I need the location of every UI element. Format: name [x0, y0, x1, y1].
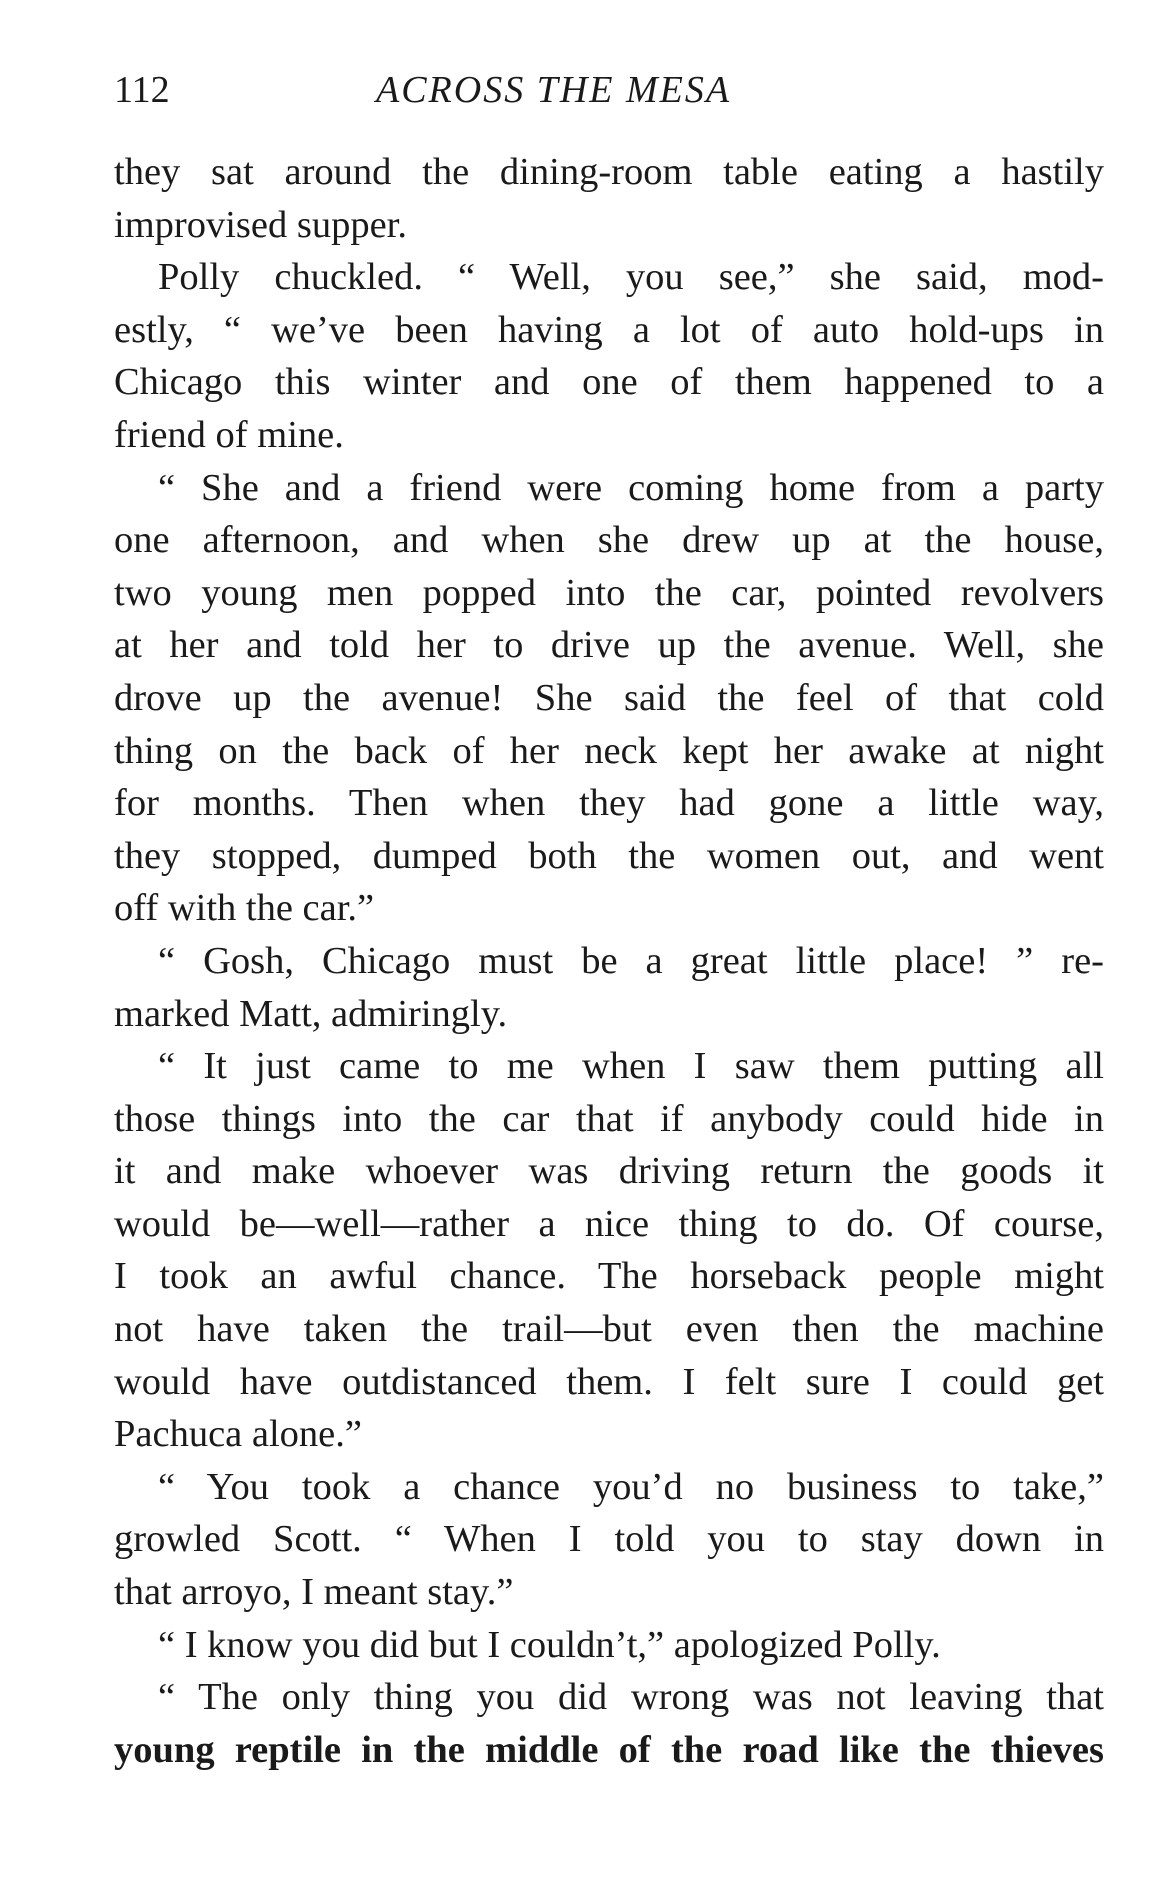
- text-line: “ Gosh, Chicago must be a great little place! ” re-: [158, 939, 1104, 982]
- text-line: at her and told her to drive up the avenue. Well, she: [114, 624, 1104, 667]
- text-line: improvised supper.: [114, 203, 407, 246]
- text-line: that arroyo, I meant stay.”: [114, 1571, 514, 1614]
- text-line: would be—well—rather a nice thing to do. Of course,: [114, 1202, 1104, 1245]
- text-line: young reptile in the middle of the road like the thieves: [114, 1728, 1104, 1771]
- text-line: “ She and a friend were coming home from a party: [158, 466, 1104, 509]
- body-text: [114, 146, 1104, 1776]
- text-line: “ It just came to me when I saw them putting all: [158, 1045, 1104, 1088]
- text-line: estly, “ we’ve been having a lot of auto hold-ups in: [114, 308, 1104, 351]
- text-line: one afternoon, and when she drew up at the house,: [114, 519, 1104, 562]
- text-line: friend of mine.: [114, 413, 344, 456]
- page-number: 112: [114, 69, 170, 111]
- text-line: they stopped, dumped both the women out, and went: [114, 834, 1104, 877]
- text-line: thing on the back of her neck kept her awake at night: [114, 729, 1104, 772]
- text-line: Chicago this winter and one of them happened to a: [114, 361, 1104, 404]
- text-line: it and make whoever was driving return the goods it: [114, 1150, 1104, 1193]
- text-line: for months. Then when they had gone a little way,: [114, 782, 1104, 825]
- text-line: two young men popped into the car, pointed revolvers: [114, 571, 1104, 614]
- text-line: Polly chuckled. “ Well, you see,” she said, mod-: [158, 256, 1104, 299]
- page-header: [114, 62, 1114, 118]
- text-line: “ You took a chance you’d no business to take,”: [158, 1465, 1104, 1508]
- text-line: I took an awful chance. The horseback people might: [114, 1255, 1104, 1298]
- text-line: they sat around the dining-room table eating a hastily: [114, 151, 1104, 193]
- text-line: would have outdistanced them. I felt sure I could get: [114, 1360, 1104, 1403]
- text-line: “ The only thing you did wrong was not leaving that: [158, 1676, 1104, 1719]
- text-line: off with the car.”: [114, 887, 375, 930]
- text-line: those things into the car that if anybody could hide in: [114, 1097, 1104, 1140]
- text-line: marked Matt, admiringly.: [114, 992, 508, 1035]
- text-line: not have taken the trail—but even then the machine: [114, 1308, 1104, 1351]
- text-line: Pachuca alone.”: [114, 1413, 362, 1456]
- text-line: drove up the avenue! She said the feel of that cold: [114, 676, 1104, 719]
- text-line: growled Scott. “ When I told you to stay down in: [114, 1518, 1104, 1561]
- running-head: ACROSS THE MESA: [376, 69, 732, 111]
- text-line: “ I know you did but I couldn’t,” apologized Polly.: [158, 1623, 941, 1666]
